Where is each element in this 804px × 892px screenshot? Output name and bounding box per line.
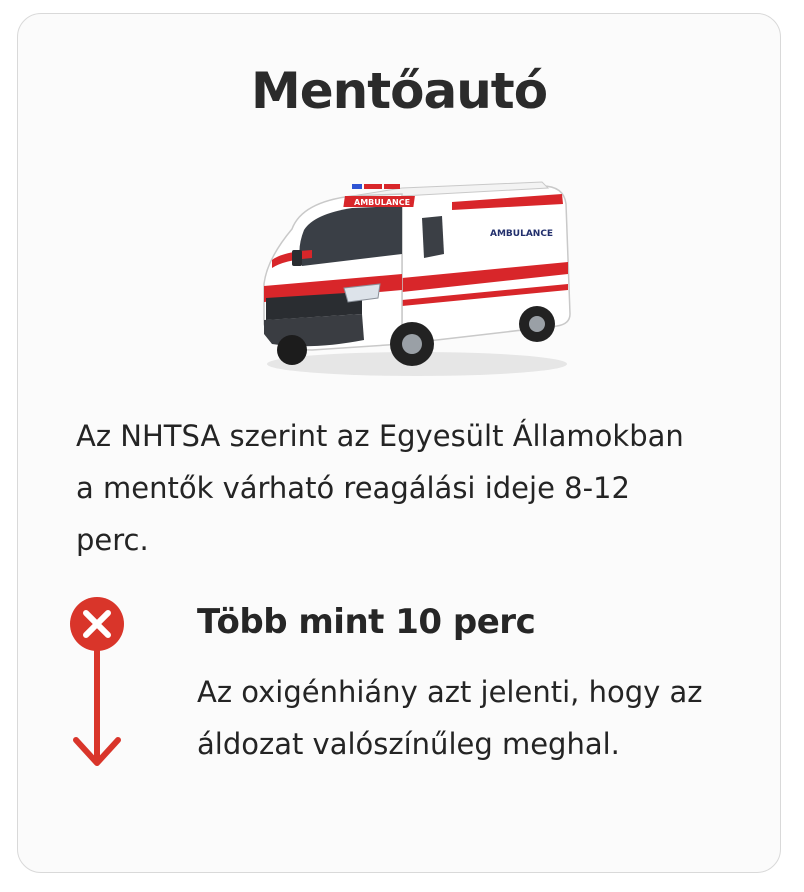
description: Az NHTSA szerint az Egyesült Államokban a mentők várható reagálási ideje 8-12 perc. [76,419,684,557]
roof-label: AMBULANCE [354,198,411,207]
info-card [17,13,781,873]
side-label: AMBULANCE [490,229,554,239]
warning-title: Több mint 10 perc [197,602,536,642]
warning-text: Az oxigénhiány azt jelenti, hogy az áldozat valószínűleg meghal. [197,675,703,761]
status-indicator [62,597,132,777]
ambulance-image [252,174,582,384]
card-title: Mentőautó [250,62,548,120]
arrow-down-icon [76,651,118,763]
close-icon [70,597,124,651]
